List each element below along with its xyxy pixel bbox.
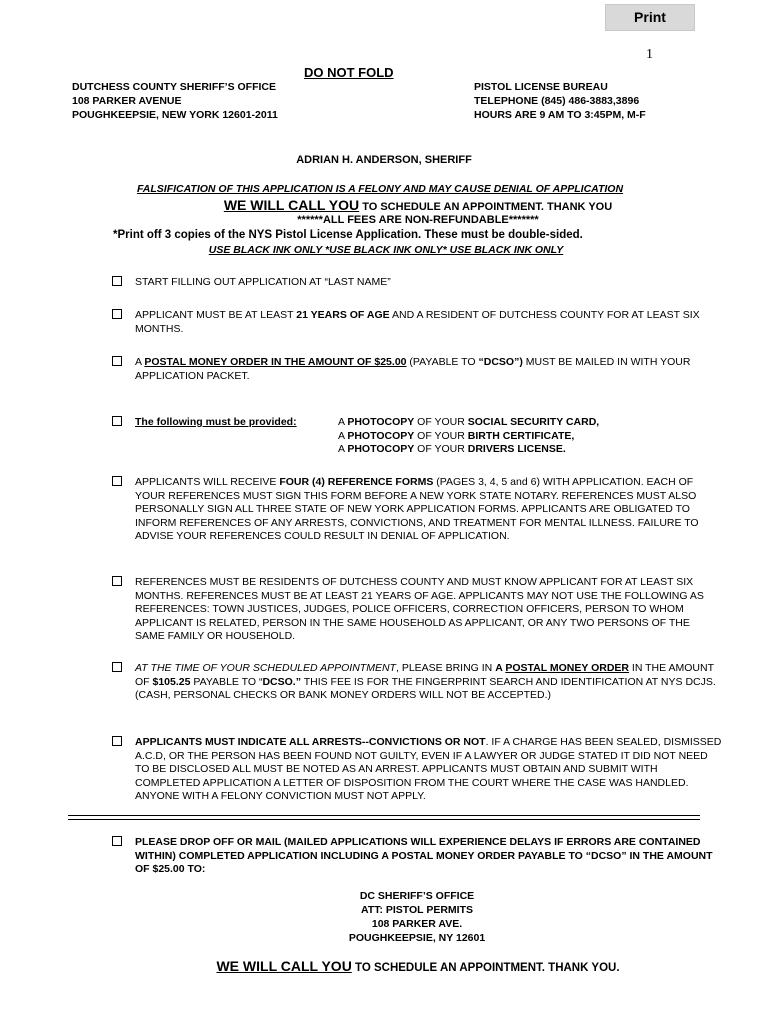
text-run: A: [338, 443, 348, 456]
address-line: ATT: PISTOL PERMITS: [360, 904, 473, 916]
item-text: [135, 356, 722, 383]
item-text: [135, 309, 722, 336]
provided-list: [338, 416, 599, 457]
text-run-bold: POSTAL MONEY ORDER: [505, 662, 629, 674]
text-run: MUST BE MAILED IN WITH YOUR APPLICATION PACKET.: [135, 356, 691, 382]
provided-line: [338, 416, 599, 430]
item-text: START FILLING OUT APPLICATION AT “LAST NAME”: [135, 276, 391, 288]
sheriff-name: ADRIAN H. ANDERSON, SHERIFF: [296, 154, 472, 166]
we-will-call-text: TO SCHEDULE AN APPOINTMENT. THANK YOU.: [351, 962, 620, 974]
print-button[interactable]: Print: [605, 4, 695, 31]
black-ink-notice: USE BLACK INK ONLY *USE BLACK INK ONLY* USE BLACK INK ONLY: [208, 244, 564, 256]
office-city: POUGHKEEPSIE, NEW YORK 12601-2011: [72, 109, 278, 121]
address-line: 108 PARKER AVE.: [371, 918, 463, 930]
checkbox[interactable]: [112, 476, 122, 486]
text-run-bold: SOCIAL SECURITY CARD,: [467, 416, 600, 428]
mailing-address: [272, 889, 562, 945]
checkbox[interactable]: [112, 416, 122, 426]
text-run: , PLEASE BRING IN: [395, 662, 496, 674]
checkbox[interactable]: [112, 356, 122, 366]
text-run: A: [338, 429, 348, 442]
provided-line: [338, 430, 599, 444]
checkbox[interactable]: [112, 736, 122, 746]
text-run-bold: APPLICANTS MUST INDICATE ALL ARRESTS--CONVICTIONS OR NOT: [135, 736, 486, 748]
bureau-name: PISTOL LICENSE BUREAU: [474, 81, 608, 93]
fees-notice: ******ALL FEES ARE NON-REFUNDABLE*******: [297, 214, 539, 226]
text-run: THIS FEE IS FOR THE FINGERPRINT SEARCH AND IDENTIFICATION AT NYS DCJS. (CASH, PERSONAL CHECKS OR BANK MONEY ORDERS WILL NOT BE ACCEPTED.): [135, 675, 716, 702]
text-run: OF YOUR: [414, 443, 468, 456]
checkbox[interactable]: [112, 662, 122, 672]
office-address-block: [72, 80, 278, 122]
text-run: AND A RESIDENT OF DUTCHESS COUNTY FOR AT LEAST SIX MONTHS.: [135, 309, 700, 335]
text-run: (PAGES 3, 4, 5 and 6) WITH APPLICATION. EACH OF YOUR REFERENCES MUST SIGN THIS FORM BEFORE A NEW YORK STATE NOTARY. REFERENCES MUST ALSO PERSONALLY SIGN ALL THREE STATE OF NEW YORK APPLICATION FORMS. APPLICANTS ARE OBLIGATED TO INFORM REFERENCES OF ANY ARRESTS, CONVICTIONS, AND TREATMENT FOR MENTAL ILLNESS. FAILURE TO ADVISE YOUR REFERENCES COULD RESULT IN DENIAL OF APPLICATION.: [135, 476, 699, 543]
item-text: [135, 736, 722, 804]
do-not-fold-heading: DO NOT FOLD: [304, 65, 394, 80]
we-will-call-footer: [0, 958, 768, 974]
item-text: [135, 476, 722, 544]
bureau-hours: HOURS ARE 9 AM TO 3:45PM, M-F: [474, 109, 646, 121]
text-run: (PAYABLE TO: [406, 356, 479, 368]
divider-line: [68, 815, 700, 816]
text-run-bold: DCSO.”: [262, 675, 301, 688]
provided-heading: The following must be provided:: [135, 416, 297, 428]
text-run: A: [135, 356, 145, 368]
we-will-call-emphasis: WE WILL CALL YOU: [223, 197, 360, 213]
office-name: DUTCHESS COUNTY SHERIFF’S OFFICE: [72, 81, 276, 93]
print-copies-notice: *Print off 3 copies of the NYS Pistol License Application. These must be double-sided.: [113, 229, 583, 241]
we-will-call-text: TO SCHEDULE AN APPOINTMENT. THANK YOU: [359, 201, 613, 213]
provided-line: [338, 443, 599, 457]
text-run: OF YOUR: [414, 416, 468, 428]
text-run: . IF A CHARGE HAS BEEN SEALED, DISMISSED A.C.D, OR THE PERSON HAS BEEN FOUND NOT GUILTY, EVEN IF A LAWYER OR JUDGE STATED IT DID NOT NEED TO BE DISCLOSED ALL MUST BE NOTED AS AN ARREST. APPLICANTS MUST OBTAIN AND SUBMIT WITH COMPLETED APPLICATION A LETTER OF DISPOSITION FROM THE COURT WHERE THE CASE WAS HANDLED. ANYONE WITH A FELONY CONVICTION MUST NOT APPLY.: [135, 736, 722, 803]
checkbox[interactable]: [112, 836, 122, 846]
text-run: OF YOUR: [414, 429, 468, 442]
text-run-bold: “DCSO”): [478, 356, 523, 368]
address-line: DC SHERIFF’S OFFICE: [359, 890, 475, 902]
text-run-bold: FOUR (4) REFERENCE FORMS: [279, 476, 434, 488]
text-run: A: [338, 416, 348, 428]
text-run-bold: BIRTH CERTIFICATE,: [467, 429, 575, 442]
checkbox[interactable]: [112, 309, 122, 319]
text-run-bold: $105.25: [152, 675, 191, 688]
bureau-info-block: [474, 80, 646, 122]
office-street: 108 PARKER AVENUE: [72, 95, 182, 107]
we-will-call-emphasis: WE WILL CALL YOU: [216, 958, 352, 974]
text-run-bold: PHOTOCOPY: [347, 429, 415, 442]
text-run-italic: AT THE TIME OF YOUR SCHEDULED APPOINTMENT: [135, 662, 396, 674]
text-run-bold: PHOTOCOPY: [347, 443, 415, 456]
text-run-bold: PHOTOCOPY: [347, 416, 415, 428]
checkbox[interactable]: [112, 276, 122, 286]
address-line: POUGHKEEPSIE, NY 12601: [348, 932, 486, 944]
we-will-call-notice: [0, 197, 768, 213]
text-run: APPLICANTS WILL RECEIVE: [135, 476, 280, 488]
item-text: [135, 662, 722, 703]
text-run: PAYABLE TO “: [190, 675, 263, 688]
item-text: PLEASE DROP OFF OR MAIL (MAILED APPLICATIONS WILL EXPERIENCE DELAYS IF ERRORS ARE CONTAINED WITHIN) COMPLETED APPLICATION INCLUDING A POSTAL MONEY ORDER PAYABLE TO “DCSO” IN THE AMOUNT OF $25.00 TO:: [135, 836, 713, 876]
text-run-bold: A: [495, 662, 506, 674]
checkbox[interactable]: [112, 576, 122, 586]
page-number: 1: [646, 47, 653, 62]
text-run-bold: 21 YEARS OF AGE: [296, 309, 390, 321]
text-run-bold: POSTAL MONEY ORDER IN THE AMOUNT OF $25.00: [144, 356, 407, 368]
item-text: REFERENCES MUST BE RESIDENTS OF DUTCHESS COUNTY AND MUST KNOW APPLICANT FOR AT LEAST SIX MONTHS. REFERENCES MUST BE AT LEAST 21 YEARS OF AGE. APPLICANTS MAY NOT USE THE FOLLOWING AS REFERENCES: TOWN JUSTICES, JUDGES, POLICE OFFICERS, CORRECTION OFFICERS, PERSON TO WHOM APPLICANT IS RELATED, PERSON IN THE SAME HOUSEHOLD AS APPLICANT, OR ANY TWO PERSONS OF THE SAME FAMILY OR HOUSEHOLD.: [135, 576, 704, 643]
text-run-bold: DRIVERS LICENSE.: [467, 443, 566, 456]
bureau-telephone: TELEPHONE (845) 486-3883,3896: [474, 95, 640, 107]
falsification-warning: FALSIFICATION OF THIS APPLICATION IS A FELONY AND MAY CAUSE DENIAL OF APPLICATION: [136, 183, 624, 195]
text-run: APPLICANT MUST BE AT LEAST: [135, 309, 297, 321]
divider-line: [68, 819, 700, 820]
text-run: IN THE AMOUNT OF: [135, 662, 714, 688]
